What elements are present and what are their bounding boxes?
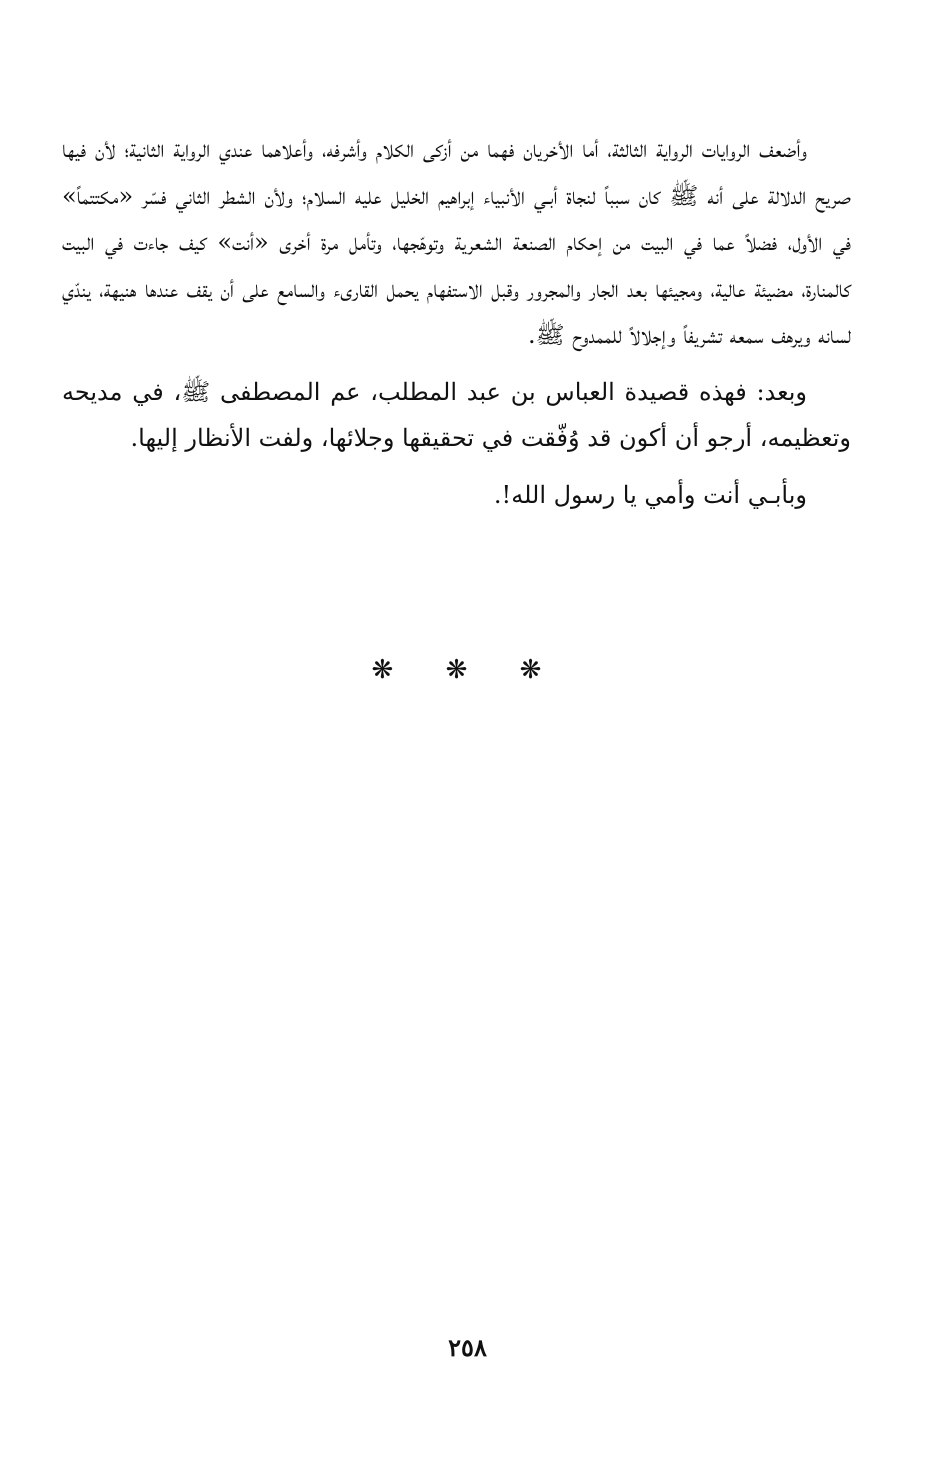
- body-text: [62, 126, 851, 518]
- paragraph-closing-salutation: وبأبـي أنت وأمي يا رسول الله!.: [493, 480, 807, 509]
- paragraph-narrations-analysis: وأضعف الروايات الرواية الثالثة، أما الأخريان فهما من أزكى الكلام وأشرفه، وأعلاهما عندي الرواية الثانية؛ لأن فيها صريح الدلالة على أنه ﷺ كان سبباً لنجاة أبـي الأنبياء إبراهيم الخليل عليه السلام؛ ولأن الشطر الثاني فسّر «مكتتماً» في الأول، فضلاً عما في البيت من إحكام الصنعة الشعرية وتوهّجها، وتأمل مرة أخرى «أنت» كيف جاءت في البيت كالمنارة، مضيئة عالية، ومجيئها بعد الجار والمجرور وقبل الاستفهام يحمل القارىء والسامع على أن يقف عندها هنيهة، يندّي لسانه ويرهف سمعه تشريفاً وإجلالاً للممدوح ﷺ.: [62, 135, 851, 349]
- section-separator: ❋ ❋ ❋: [371, 655, 564, 685]
- page-number: ٢٥٨: [448, 1333, 487, 1362]
- paragraph-poem-introduction: وبعد: فهذه قصيدة العباس بن عبد المطلب، عم المصطفى ﷺ، في مديحه وتعظيمه، أرجو أن أكون قد وُفّقت في تحقيقها وجلائها، ولفت الأنظار إليها.: [62, 377, 851, 452]
